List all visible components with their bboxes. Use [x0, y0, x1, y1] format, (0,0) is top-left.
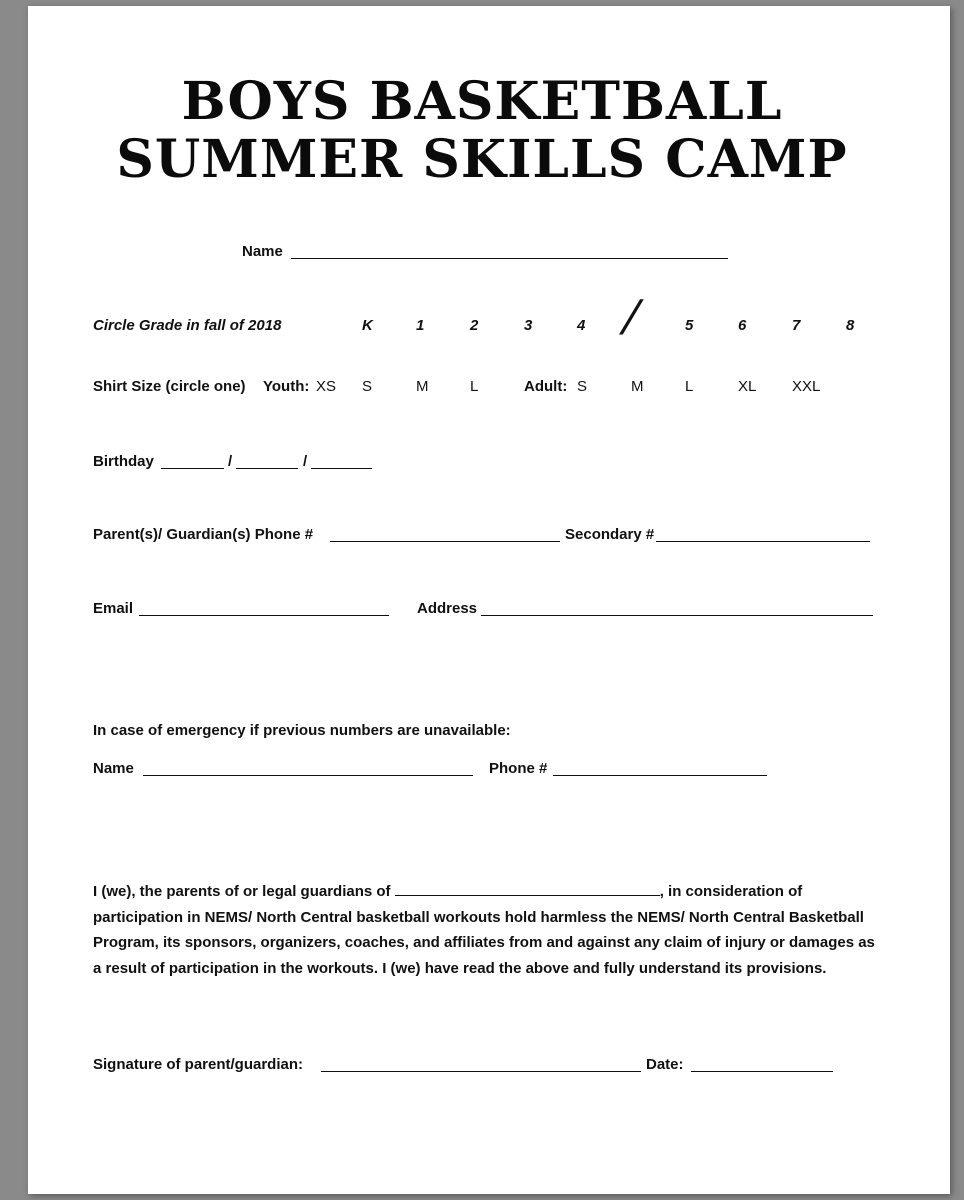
- shirt-youth-xs[interactable]: XS: [316, 378, 337, 395]
- guardian-phone-field[interactable]: [330, 541, 560, 542]
- shirt-youth-m[interactable]: M: [416, 378, 429, 395]
- address-label: Address: [417, 600, 478, 617]
- signature-label: Signature of parent/guardian:: [93, 1056, 304, 1073]
- shirt-adult-s[interactable]: S: [577, 378, 588, 395]
- grade-option-8[interactable]: 8: [846, 317, 855, 334]
- waiver-text-end: , in consideration of participation in NEMS/ North Central basketball workouts hold harmless the NEMS/ North Central Basketball Program, its sponsors, organizers, coaches, and affiliates from and against any claim of injury or damages as a result of participation in the workouts. I (we) have read the above and fully understand its provisions.: [93, 883, 875, 977]
- signature-field[interactable]: [321, 1071, 641, 1072]
- child-name-field[interactable]: [395, 883, 660, 896]
- emergency-phone-field[interactable]: [553, 775, 767, 776]
- birthday-day-field[interactable]: [236, 468, 298, 469]
- birthday-separator-1: /: [228, 453, 233, 470]
- title-line-1: BOYS BASKETBALL: [181, 71, 783, 132]
- secondary-phone-label: Secondary #: [565, 526, 655, 543]
- grade-option-3[interactable]: 3: [524, 317, 533, 334]
- email-field[interactable]: [139, 615, 389, 616]
- grade-option-6[interactable]: 6: [738, 317, 747, 334]
- birthday-month-field[interactable]: [161, 468, 224, 469]
- date-label: Date:: [646, 1056, 684, 1073]
- email-label: Email: [93, 600, 134, 617]
- grade-option-5[interactable]: 5: [685, 317, 694, 334]
- birthday-year-field[interactable]: [311, 468, 372, 469]
- grade-option-2[interactable]: 2: [470, 317, 479, 334]
- shirt-youth-label: Youth:: [263, 378, 310, 395]
- shirt-size-label: Shirt Size (circle one): [93, 378, 246, 395]
- shirt-adult-l[interactable]: L: [685, 378, 694, 395]
- grade-label: Circle Grade in fall of 2018: [93, 317, 282, 334]
- shirt-adult-label: Adult:: [524, 378, 568, 395]
- shirt-adult-xl[interactable]: XL: [738, 378, 757, 395]
- title-line-2: SUMMER SKILLS CAMP: [116, 129, 848, 190]
- emergency-name-label: Name: [93, 760, 134, 777]
- shirt-youth-l[interactable]: L: [470, 378, 479, 395]
- grade-option-k[interactable]: K: [362, 317, 373, 334]
- emergency-heading: In case of emergency if previous numbers are unavailable:: [93, 722, 511, 739]
- grade-divider: /: [615, 292, 647, 345]
- waiver-paragraph: [93, 879, 883, 981]
- waiver-text-start: I (we), the parents of or legal guardians of: [93, 883, 391, 900]
- date-field[interactable]: [691, 1071, 833, 1072]
- grade-option-1[interactable]: 1: [416, 317, 425, 334]
- grade-option-7[interactable]: 7: [792, 317, 801, 334]
- secondary-phone-field[interactable]: [656, 541, 870, 542]
- shirt-youth-s[interactable]: S: [362, 378, 373, 395]
- emergency-phone-label: Phone #: [489, 760, 548, 777]
- birthday-label: Birthday: [93, 453, 154, 470]
- name-field[interactable]: [291, 258, 728, 259]
- address-field[interactable]: [481, 615, 873, 616]
- grade-option-4[interactable]: 4: [577, 317, 586, 334]
- shirt-adult-m[interactable]: M: [631, 378, 644, 395]
- name-label: Name: [242, 243, 283, 260]
- guardian-phone-label: Parent(s)/ Guardian(s) Phone #: [93, 526, 314, 543]
- emergency-name-field[interactable]: [143, 775, 473, 776]
- birthday-separator-2: /: [303, 453, 308, 470]
- shirt-adult-xxl[interactable]: XXL: [792, 378, 821, 395]
